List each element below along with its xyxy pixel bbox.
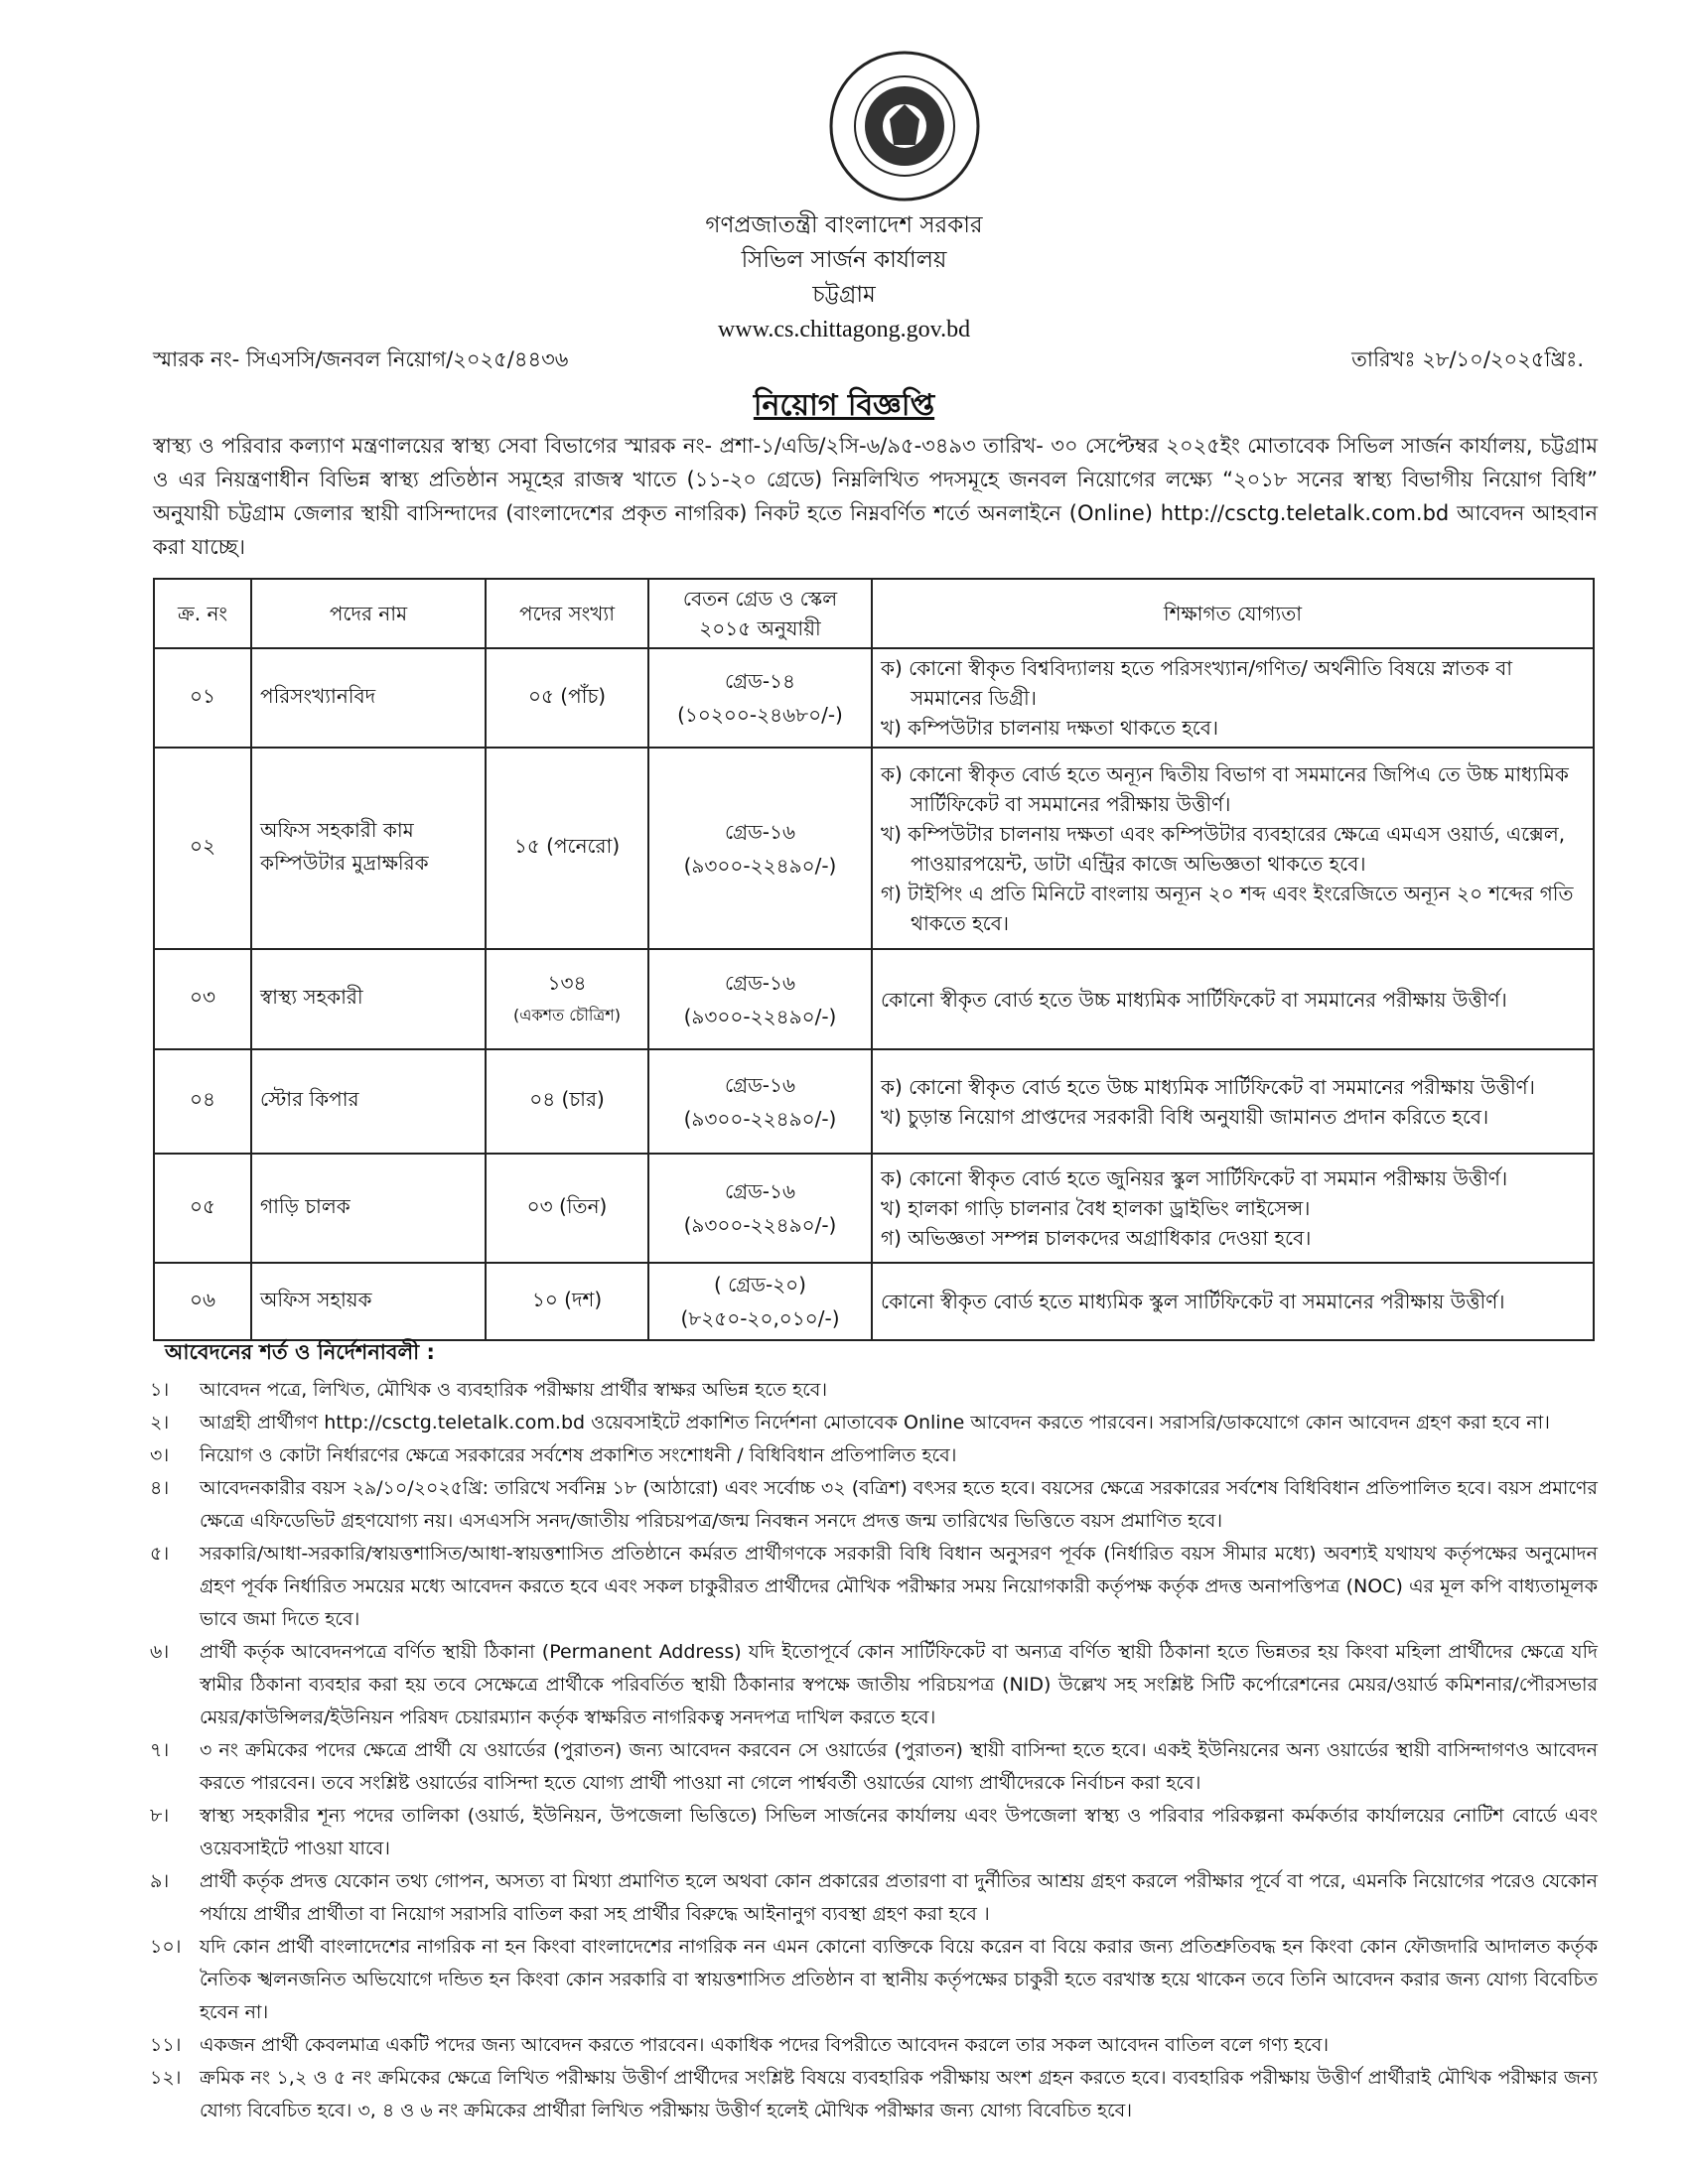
table-row — [154, 648, 1594, 748]
condition-item — [150, 1636, 1598, 1734]
post-name-cell: স্টোর কিপার — [251, 1049, 486, 1154]
post-count-cell — [486, 1263, 648, 1340]
post-count: ০৫ (পাঁচ) — [527, 683, 607, 708]
post-count: ১৫ (পনেরো) — [513, 834, 621, 858]
condition-number: ১২। — [150, 2067, 182, 2089]
qualification-cell — [872, 1049, 1594, 1154]
condition-item — [150, 1538, 1598, 1636]
conditions-heading: আবেদনের শর্ত ও নির্দেশনাবলী : — [165, 1340, 435, 1364]
condition-text: আবেদনকারীর বয়স ২৯/১০/২০২৫খ্রি: তারিখে সর্বনিম্ন ১৮ (আঠারো) এবং সর্বোচ্চ ৩২ (বত্রিশ) বৎসর হতে হবে। বয়সের ক্ষেত্রে সরকারের সর্বশেষ বিধিবিধান প্রতিপালিত হবে। বয়স প্রমাণের ক্ষেত্রে এফিডেভিট গ্রহণযোগ্য নয়। এসএসসি সনদ/জাতীয় পরিচয়পত্র/জন্ম নিবন্ধন সনদে প্রদত্ত জন্ম তারিখের ভিত্তিতে বয়স প্রমাণিত হবে। — [200, 1477, 1598, 1532]
pay-grade-cell — [648, 648, 872, 748]
condition-item — [150, 1439, 1598, 1472]
intro-paragraph: স্বাস্থ্য ও পরিবার কল্যাণ মন্ত্রণালয়ের স্বাস্থ্য সেবা বিভাগের স্মারক নং- প্রশা-১/এডি/২সি-৬/৯৫-৩৪৯৩ তারিখ- ৩০ সেপ্টেম্বর ২০২৫ইং মোতাবেক সিভিল সার্জন কার্যালয়, চট্টগ্রাম ও এর নিয়ন্ত্রণাধীন বিভিন্ন স্বাস্থ্য প্রতিষ্ঠান সমূহের রাজস্ব খাতে (১১-২০ গ্রেডে) নিম্নলিখিত পদসমূহে জনবল নিয়োগের লক্ষ্যে “২০১৮ সনের স্বাস্থ্য বিভাগীয় নিয়োগ বিধি” অনুযায়ী চট্টগ্রাম জেলার স্থায়ী বাসিন্দাদের (বাংলাদেশের প্রকৃত নাগরিক) নিকট হতে নিম্নবর্ণিত শর্তে অনলাইনে (Online) http://csctg.teletalk.com.bd আবেদন আহবান করা যাচ্ছে। — [153, 434, 1598, 559]
serial-cell: ০২ — [154, 748, 251, 949]
serial-cell: ০১ — [154, 648, 251, 748]
post-count-cell — [486, 949, 648, 1049]
col-qualification: শিক্ষাগত যোগ্যতা — [872, 579, 1594, 648]
serial-cell: ০৬ — [154, 1263, 251, 1340]
post-name-cell: গাড়ি চালক — [251, 1154, 486, 1263]
post-count-words: (একশত চৌত্রিশ) — [513, 1006, 621, 1024]
serial-cell: ০৫ — [154, 1154, 251, 1263]
post-name-cell: পরিসংখ্যানবিদ — [251, 648, 486, 748]
col-pay-grade: বেতন গ্রেড ও স্কেল ২০১৫ অনুযায়ী — [648, 579, 872, 648]
government-seal-logo — [828, 50, 981, 203]
pay-scale: (১০২০০-২৪৬৮০/-) — [677, 703, 843, 727]
qualification-item: ক) কোনো স্বীকৃত বোর্ড হতে জুনিয়র স্কুল সার্টিফিকেট বা সমমান পরীক্ষায় উত্তীর্ণ। — [881, 1166, 1508, 1190]
post-name-cell: অফিস সহকারী কাম কম্পিউটার মুদ্রাক্ষরিক — [251, 748, 486, 949]
serial-cell: ০৪ — [154, 1049, 251, 1154]
condition-text: আবেদন পত্রে, লিখিত, মৌখিক ও ব্যবহারিক পরীক্ষায় প্রার্থীর স্বাক্ষর অভিন্ন হতে হবে। — [200, 1379, 828, 1401]
qualification-cell — [872, 648, 1594, 748]
grade: গ্রেড-১৪ — [725, 669, 795, 693]
posts-table — [153, 578, 1595, 1341]
condition-number: ৬। — [150, 1641, 170, 1663]
post-name-cell: স্বাস্থ্য সহকারী — [251, 949, 486, 1049]
condition-item — [150, 1734, 1598, 1800]
pay-scale: (৯৩০০-২২৪৯০/-) — [683, 1213, 837, 1237]
table-row — [154, 1154, 1594, 1263]
qualification-item: কোনো স্বীকৃত বোর্ড হতে মাধ্যমিক স্কুল সার্টিফিকেট বা সমমানের পরীক্ষায় উত্তীর্ণ। — [881, 1290, 1505, 1313]
pay-grade-cell — [648, 949, 872, 1049]
table-row — [154, 748, 1594, 949]
qualification-list — [881, 985, 1585, 1015]
post-count-cell — [486, 1154, 648, 1263]
grade: গ্রেড-১৬ — [724, 970, 795, 995]
condition-item — [150, 1407, 1598, 1439]
serial-cell: ০৩ — [154, 949, 251, 1049]
qualification-list — [881, 1287, 1585, 1316]
qualification-list — [881, 1072, 1585, 1132]
qualification-cell — [872, 1154, 1594, 1263]
condition-number: ৩। — [150, 1444, 170, 1466]
pay-scale: (৯৩০০-২২৪৯০/-) — [683, 1106, 837, 1131]
condition-text: ৩ নং ক্রমিকের পদের ক্ষেত্রে প্রার্থী যে ওয়ার্ডের (পুরাতন) জন্য আবেদন করবেন সে ওয়ার্ডের (পুরাতন) স্থায়ী বাসিন্দা হতে হবে। একই ইউনিয়নের অন্য ওয়ার্ডের স্থায়ী বাসিন্দাগণও আবেদন করতে পারবেন। তবে সংশ্লিষ্ট ওয়ার্ডের বাসিন্দা হতে যোগ্য প্রার্থী পাওয়া না গেলে পার্শ্ববর্তী ওয়ার্ডের যোগ্য প্রার্থীদেরকে নির্বাচন করা হবে। — [200, 1739, 1598, 1794]
condition-number: ১। — [150, 1379, 170, 1401]
post-name-cell: অফিস সহায়ক — [251, 1263, 486, 1340]
condition-number: ৮। — [150, 1805, 170, 1827]
condition-text: প্রার্থী কর্তৃক আবেদনপত্রে বর্ণিত স্থায়ী ঠিকানা (Permanent Address) যদি ইতোপূর্বে কোন সার্টিফিকেট বা অন্যত্র বর্ণিত স্থায়ী ঠিকানা হতে ভিন্নতর হয় কিংবা মহিলা প্রার্থীদের ক্ষেত্রে যদি স্বামীর ঠিকানা ব্যবহার করা হয় তবে সেক্ষেত্রে প্রার্থীকে পরিবর্তিত স্থায়ী ঠিকানার স্বপক্ষে জাতীয় পরিচয়পত্র (NID) উল্লেখ সহ সংশ্লিষ্ট সিটি কর্পোরেশনের মেয়র/ওয়ার্ড কমিশনার/পৌরসভার মেয়র/কাউন্সিলর/ইউনিয়ন পরিষদ চেয়ারম্যান কর্তৃক স্বাক্ষরিত নাগরিকত্ব সনদপত্র দাখিল করতে হবে। — [200, 1641, 1598, 1728]
condition-text: সরকারি/আধা-সরকারি/স্বায়ত্তশাসিত/আধা-স্বায়ত্তশাসিত প্রতিষ্ঠানে কর্মরত প্রার্থীগণকে সরকারী বিধি বিধান অনুসরণ পূর্বক (নির্ধারিত বয়স সীমার মধ্যে) অবশ্যই যথাযথ কর্তৃপক্ষের অনুমোদন গ্রহণ পূর্বক নির্ধারিত সময়ের মধ্যে আবেদন করতে হবে এবং সকল চাকুরীরত প্রার্থীদের মৌখিক পরীক্ষার সময় নিয়োগকারী কর্তৃপক্ষ কর্তৃক প্রদত্ত অনাপত্তিপত্র (NOC) এর মূল কপি বাধ্যতামূলক ভাবে জমা দিতে হবে। — [200, 1543, 1598, 1630]
qualification-item: খ) চুড়ান্ত নিয়োগ প্রাপ্তদের সরকারী বিধি অনুযায়ী জামানত প্রদান করিতে হবে। — [881, 1104, 1489, 1129]
table-row — [154, 1263, 1594, 1340]
website-link[interactable]: www.cs.chittagong.gov.bd — [717, 317, 971, 342]
grade: গ্রেড-১৬ — [724, 1179, 795, 1203]
condition-text: প্রার্থী কর্তৃক প্রদত্ত যেকোন তথ্য গোপন, অসত্য বা মিথ্যা প্রমাণিত হলে অথবা কোন প্রকারের প্রতারণা বা দুর্নীতির আশ্রয় গ্রহণ করলে পরীক্ষার পূর্বে বা পরে, এমনকি নিয়োগের পরেও যেকোন পর্যায়ে প্রার্থীর প্রার্থীতা বা নিয়োগ সরাসরি বাতিল করা সহ প্রার্থীর বিরুদ্ধে আইনানুগ ব্যবস্থা গ্রহণ করা হবে । — [200, 1870, 1598, 1925]
post-count-cell — [486, 1049, 648, 1154]
condition-number: ৯। — [150, 1870, 170, 1892]
post-count: ১৩৪ — [547, 971, 587, 995]
post-count-cell — [486, 748, 648, 949]
post-count: ০৪ (চার) — [529, 1087, 605, 1111]
pay-scale: (৯৩০০-২২৪৯০/-) — [683, 1004, 837, 1028]
condition-item — [150, 1800, 1598, 1865]
conditions-list — [150, 1374, 1598, 2127]
qualification-cell — [872, 1263, 1594, 1340]
condition-text: একজন প্রার্থী কেবলমাত্র একটি পদের জন্য আবেদন করতে পারবেন। একাধিক পদের বিপরীতে আবেদন করলে তার সকল আবেদন বাতিল বলে গণ্য হবে। — [200, 2034, 1330, 2056]
grade: গ্রেড-১৬ — [724, 1072, 795, 1097]
memo-number: স্মারক নং- সিএসসি/জনবল নিয়োগ/২০২৫/৪৪৩৬ — [153, 347, 569, 371]
qualification-list — [881, 759, 1585, 938]
condition-number: ১১। — [150, 2034, 182, 2056]
pay-scale: (৮২৫০-২০,০১০/-) — [680, 1306, 840, 1330]
condition-item — [150, 2029, 1598, 2062]
city-name: চট্টগ্রাম — [812, 282, 876, 308]
condition-item — [150, 1931, 1598, 2029]
qualification-list — [881, 1163, 1585, 1253]
grade: গ্রেড-১৬ — [724, 819, 795, 844]
qualification-item: খ) কম্পিউটার চালনায় দক্ষতা এবং কম্পিউটার ব্যবহারের ক্ষেত্রে এমএস ওয়ার্ড, এক্সেল, পাওয়ারপয়েন্ট, ডাটা এন্ট্রির কাজে অভিজ্ঞতা থাকতে হবে। — [881, 821, 1566, 876]
qualification-item: গ) টাইপিং এ প্রতি মিনিটে বাংলায় অন্যূন ২০ শব্দ এবং ইংরেজিতে অন্যূন ২০ শব্দের গতি থাকতে হবে। — [881, 881, 1574, 935]
office-name: সিভিল সার্জন কার্যালয় — [741, 247, 947, 273]
qualification-cell — [872, 949, 1594, 1049]
title-text: নিয়োগ বিজ্ঞপ্তি — [753, 388, 935, 423]
condition-item — [150, 1472, 1598, 1538]
qualification-item: ক) কোনো স্বীকৃত বোর্ড হতে উচ্চ মাধ্যমিক সার্টিফিকেট বা সমমানের পরীক্ষায় উত্তীর্ণ। — [881, 1074, 1535, 1099]
condition-text: আগ্রহী প্রার্থীগণ http://csctg.teletalk.com.bd ওয়েবসাইটে প্রকাশিত নির্দেশনা মোতাবেক Online আবেদন করতে পারবেন। সরাসরি/ডাকযোগে কোন আবেদন গ্রহণ করা হবে না। — [200, 1412, 1550, 1433]
condition-text: স্বাস্থ্য সহকারীর শূন্য পদের তালিকা (ওয়ার্ড, ইউনিয়ন, উপজেলা ভিত্তিতে) সিভিল সার্জনের কার্যালয় এবং উপজেলা স্বাস্থ্য ও পরিবার পরিকল্পনা কর্মকর্তার কার্যালয়ের নোটিশ বোর্ডে এবং ওয়েবসাইটে পাওয়া যাবে। — [200, 1805, 1598, 1859]
post-count-cell — [486, 648, 648, 748]
table-header-row — [154, 579, 1594, 648]
condition-item — [150, 1865, 1598, 1931]
table-row — [154, 949, 1594, 1049]
pay-scale: (৯৩০০-২২৪৯০/-) — [683, 853, 837, 878]
qualification-item: খ) হালকা গাড়ি চালনার বৈধ হালকা ড্রাইভিং লাইসেন্স। — [881, 1196, 1311, 1220]
qualification-item: ক) কোনো স্বীকৃত বিশ্ববিদ্যালয় হতে পরিসংখ্যান/গণিত/ অর্থনীতি বিষয়ে স্নাতক বা সমমানের ডিগ্রী। — [881, 656, 1513, 710]
qualification-item: খ) কম্পিউটার চালনায় দক্ষতা থাকতে হবে। — [881, 716, 1219, 740]
condition-number: ২। — [150, 1412, 170, 1433]
pay-grade-cell — [648, 1049, 872, 1154]
pay-grade-cell — [648, 748, 872, 949]
condition-number: ৭। — [150, 1739, 170, 1761]
condition-number: ১০। — [150, 1936, 182, 1958]
page-title — [0, 381, 1688, 432]
condition-text: ক্রমিক নং ১,২ ও ৫ নং ক্রমিকের ক্ষেত্রে লিখিত পরীক্ষায় উত্তীর্ণ প্রার্থীদের সংশ্লিষ্ট বিষয়ে ব্যবহারিক পরীক্ষায় অংশ গ্রহন করতে হবে। ব্যবহারিক পরীক্ষায় উত্তীর্ণ প্রার্থীরাই মৌখিক পরীক্ষার জন্য যোগ্য বিবেচিত হবে। ৩, ৪ ও ৬ নং ক্রমিকের প্রার্থীরা লিখিত পরীক্ষায় উত্তীর্ণ হলেই মৌখিক পরীক্ষার জন্য যোগ্য বিবেচিত হবে। — [200, 2067, 1598, 2121]
condition-number: ৫। — [150, 1543, 170, 1565]
condition-number: ৪। — [150, 1477, 170, 1499]
qualification-cell — [872, 748, 1594, 949]
qualification-item: কোনো স্বীকৃত বোর্ড হতে উচ্চ মাধ্যমিক সার্টিফিকেট বা সমমানের পরীক্ষায় উত্তীর্ণ। — [881, 987, 1507, 1012]
pay-grade-cell — [648, 1263, 872, 1340]
condition-item — [150, 1374, 1598, 1407]
pay-grade-cell — [648, 1154, 872, 1263]
qualification-item: গ) অভিজ্ঞতা সম্পন্ন চালকদের অগ্রাধিকার দেওয়া হবে। — [881, 1226, 1312, 1250]
col-post-count: পদের সংখ্যা — [486, 579, 648, 648]
condition-item — [150, 2062, 1598, 2127]
table-row — [154, 1049, 1594, 1154]
col-post-name: পদের নাম — [251, 579, 486, 648]
post-count: ০৩ (তিন) — [526, 1193, 608, 1218]
qualification-list — [881, 653, 1585, 743]
condition-text: নিয়োগ ও কোটা নির্ধারণের ক্ষেত্রে সরকারের সর্বশেষ প্রকাশিত সংশোধনী / বিধিবিধান প্রতিপালিত হবে। — [200, 1444, 957, 1466]
condition-text: যদি কোন প্রার্থী বাংলাদেশের নাগরিক না হন কিংবা বাংলাদেশের নাগরিক নন এমন কোনো ব্যক্তিকে বিয়ে করেন বা বিয়ে করার জন্য প্রতিশ্রুতিবদ্ধ হন কিংবা কোন ফৌজদারি আদালত কর্তৃক নৈতিক স্খলনজনিত অভিযোগে দন্ডিত হন কিংবা কোন সরকারি বা স্বায়ত্তশাসিত প্রতিষ্ঠান বা স্থানীয় কর্তৃপক্ষের চাকুরী হতে বরখাস্ত হয়ে থাকেন তবে তিনি আবেদন করার জন্য যোগ্য বিবেচিত হবেন না। — [200, 1936, 1598, 2023]
col-serial: ক্র. নং — [154, 579, 251, 648]
qualification-item: ক) কোনো স্বীকৃত বোর্ড হতে অন্যূন দ্বিতীয় বিভাগ বা সমমানের জিপিএ তে উচ্চ মাধ্যমিক সার্টিফিকেট বা সমমানের পরীক্ষায় উত্তীর্ণ। — [881, 761, 1569, 816]
post-count: ১০ (দশ) — [531, 1287, 603, 1311]
notice-date: তারিখঃ ২৮/১০/২০২৫খ্রিঃ. — [1351, 347, 1584, 371]
grade: ( গ্রেড-২০) — [713, 1273, 806, 1297]
government-name: গণপ্রজাতন্ত্রী বাংলাদেশ সরকার — [705, 212, 983, 238]
